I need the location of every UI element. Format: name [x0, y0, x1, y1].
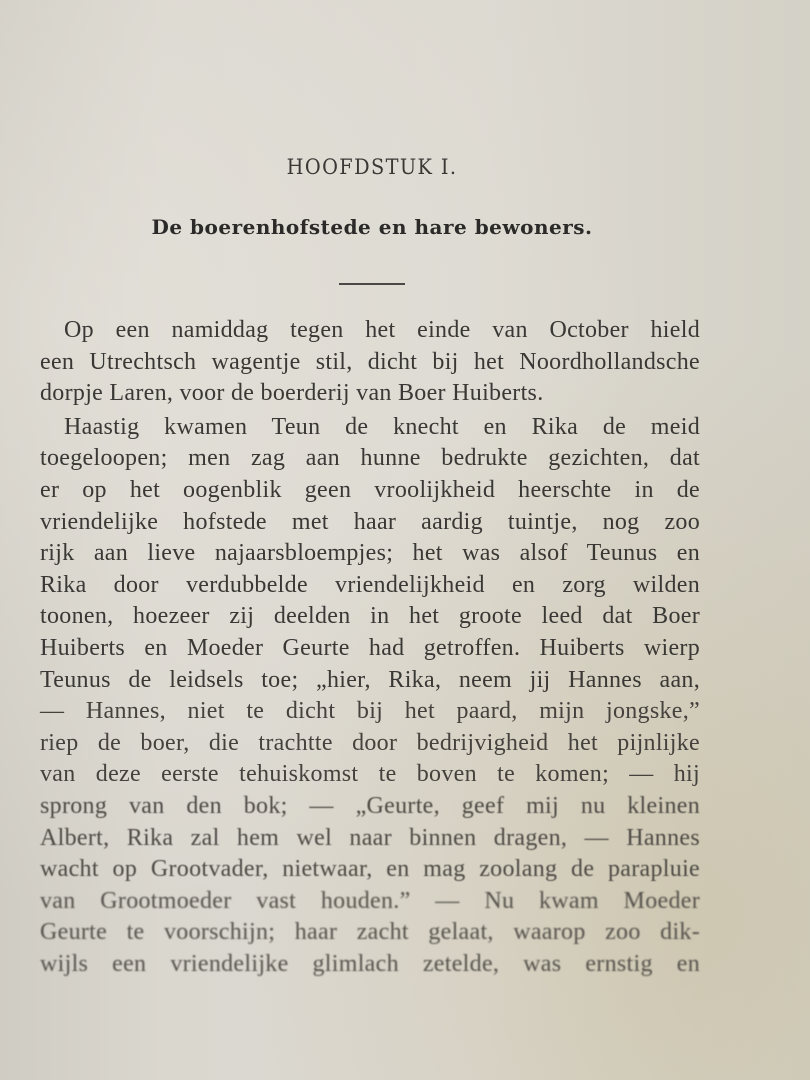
chapter-title: De boerenhofstede en hare bewoners. — [151, 215, 593, 239]
text-line: van deze eerste tehuiskomst te boven te komen; — hij — [40, 761, 700, 788]
text-line: riep de boer, die trachtte door bedrijvigheid het pijnlijke — [40, 729, 700, 756]
text-line: Geurte te voorschijn; haar zacht gelaat, waarop zoo dik- — [40, 919, 700, 946]
text-line: dorpje Laren, voor de boerderij van Boer Huiberts. — [40, 380, 544, 407]
text-line: Huiberts en Moeder Geurte had getroffen. Huiberts wierp — [40, 634, 700, 661]
text-line: van Grootmoeder vast houden.” — Nu kwam Moeder — [40, 887, 700, 914]
text-line: Haastig kwamen Teun de knecht en Rika de meid — [64, 413, 700, 440]
text-line: wacht op Grootvader, nietwaar, en mag zoolang de parapluie — [40, 856, 700, 883]
body-text — [40, 315, 700, 980]
text-line: toonen, hoezeer zij deelden in het groote leed dat Boer — [40, 603, 700, 630]
text-line: sprong van den bok; — „Geurte, geef mij nu kleinen — [40, 792, 700, 819]
text-line: Teunus de leidsels toe; „hier, Rika, neem jij Hannes aan, — [40, 666, 700, 693]
text-line: Albert, Rika zal hem wel naar binnen dragen, — Hannes — [40, 824, 700, 851]
paragraph-2 — [40, 412, 700, 981]
section-divider — [339, 283, 405, 285]
text-line: een Utrechtsch wagentje stil, dicht bij het Noordhollandsche — [40, 348, 700, 375]
chapter-heading: HOOFDSTUK I. — [286, 155, 458, 179]
text-line: — Hannes, niet te dicht bij het paard, mijn jongske,” — [40, 698, 700, 725]
text-line: er op het oogenblik geen vroolijkheid heerschte in de — [40, 476, 700, 503]
text-line: vriendelijke hofstede met haar aardig tuintje, nog zoo — [40, 508, 700, 535]
text-line: toegeloopen; men zag aan hunne bedrukte gezichten, dat — [40, 445, 700, 472]
text-line: Rika door verdubbelde vriendelijkheid en zorg wilden — [40, 571, 700, 598]
paragraph-1 — [40, 315, 700, 410]
text-line: rijk aan lieve najaarsbloempjes; het was alsof Teunus en — [40, 540, 700, 567]
text-line: Op een namiddag tegen het einde van October hield — [64, 317, 700, 343]
text-line: wijls een vriendelijke glimlach zetelde, was ernstig en — [40, 950, 700, 977]
